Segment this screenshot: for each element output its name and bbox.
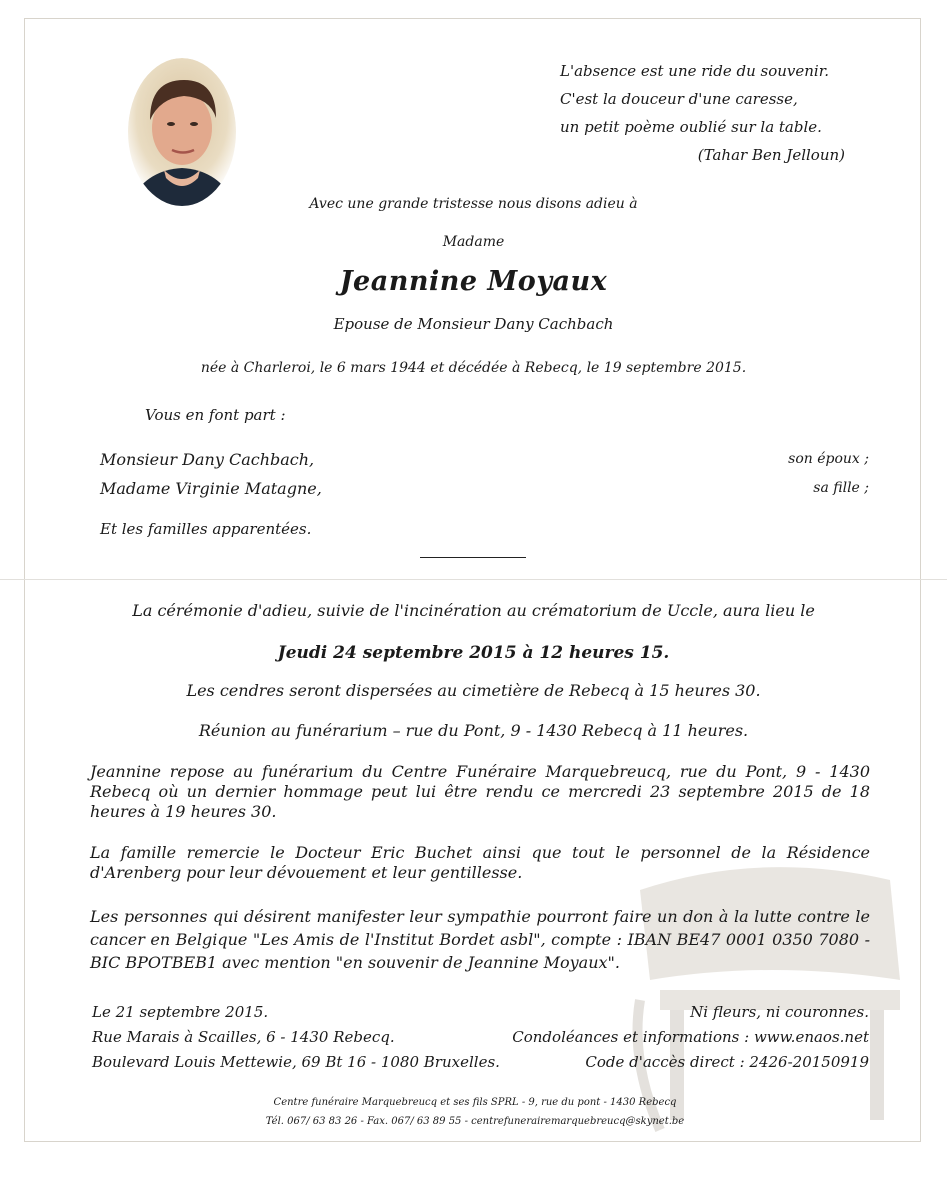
birth-death-line: née à Charleroi, le 6 mars 1944 et décédée à Rebecq, le 19 septembre 2015. bbox=[200, 360, 747, 376]
thanks-paragraph: La famille remercie le Docteur Eric Buchet ainsi que tout le personnel de la Résidence d'Arenberg pour leur dévouement et leur gentillesse. bbox=[90, 843, 870, 882]
portrait-image bbox=[128, 58, 236, 206]
family-member-name: Monsieur Dany Cachbach, bbox=[100, 450, 315, 469]
access-code-line: Code d'accès direct : 2426-20150919 bbox=[585, 1053, 869, 1071]
poem-author: (Tahar Ben Jelloun) bbox=[697, 146, 845, 164]
closing-date: Le 21 septembre 2015. bbox=[92, 1003, 269, 1021]
poem-line: L'absence est une ride du souvenir. bbox=[560, 62, 829, 80]
condolences-line: Condoléances et informations : www.enaos.net bbox=[512, 1028, 869, 1046]
address-line: Boulevard Louis Mettewie, 69 Bt 16 - 1080 Bruxelles. bbox=[92, 1053, 500, 1071]
portrait-photo bbox=[128, 58, 236, 206]
deceased-name: Jeannine Moyaux bbox=[339, 266, 608, 297]
ashes-line: Les cendres seront dispersées au cimetière de Rebecq à 15 heures 30. bbox=[186, 681, 761, 700]
address-line: Rue Marais à Scailles, 6 - 1430 Rebecq. bbox=[92, 1028, 395, 1046]
footer-line: Tél. 067/ 63 83 26 - Fax. 067/ 63 89 55 - centrefunerairemarquebreucq@skynet.be bbox=[265, 1116, 685, 1127]
footer bbox=[150, 1093, 800, 1131]
closing-right bbox=[512, 1000, 869, 1075]
fold-line bbox=[0, 579, 947, 580]
poem-line: C'est la douceur d'une caresse, bbox=[560, 90, 798, 108]
footer-line: Centre funéraire Marquebreucq et ses fils SPRL - 9, rue du pont - 1430 Rebecq bbox=[273, 1097, 677, 1108]
reunion-line: Réunion au funérarium – rue du Pont, 9 - 1430 Rebecq à 11 heures. bbox=[198, 721, 749, 740]
spouse-line: Epouse de Monsieur Dany Cachbach bbox=[333, 315, 614, 333]
divider-rule bbox=[420, 557, 526, 558]
visit-paragraph: Jeannine repose au funérarium du Centre Funéraire Marquebreucq, rue du Pont, 9 - 1430 Rebecq où un dernier hommage peut lui être rendu ce mercredi 23 septembre 2015 de 18 heures à 19 heures 30. bbox=[90, 762, 870, 821]
donation-paragraph: Les personnes qui désirent manifester leur sympathie pourront faire un don à la lutte contre le cancer en Belgique "Les Amis de l'Institut Bordet asbl", compte : IBAN BE47 0001 0350 7080 - BIC BPOTBEB1 avec mention "en souvenir de Jeannine Moyaux". bbox=[90, 907, 870, 972]
announcers-intro: Vous en font part : bbox=[145, 406, 286, 424]
poem-block bbox=[560, 57, 845, 169]
poem-line: un petit poème oublié sur la table. bbox=[560, 118, 822, 136]
ceremony-line: La cérémonie d'adieu, suivie de l'incinération au crématorium de Uccle, aura lieu le bbox=[132, 601, 815, 620]
closing-left bbox=[92, 1000, 500, 1075]
intro-text: Avec une grande tristesse nous disons adieu à bbox=[309, 196, 638, 212]
family-member-relation: sa fille ; bbox=[813, 480, 869, 496]
ceremony-date: Jeudi 24 septembre 2015 à 12 heures 15. bbox=[277, 643, 670, 663]
family-member-name: Madame Virginie Matagne, bbox=[100, 479, 322, 498]
family-member-relation: son époux ; bbox=[788, 451, 869, 467]
families-line: Et les familles apparentées. bbox=[100, 520, 312, 538]
no-flowers-line: Ni fleurs, ni couronnes. bbox=[690, 1003, 869, 1021]
title-prefix: Madame bbox=[442, 234, 505, 250]
